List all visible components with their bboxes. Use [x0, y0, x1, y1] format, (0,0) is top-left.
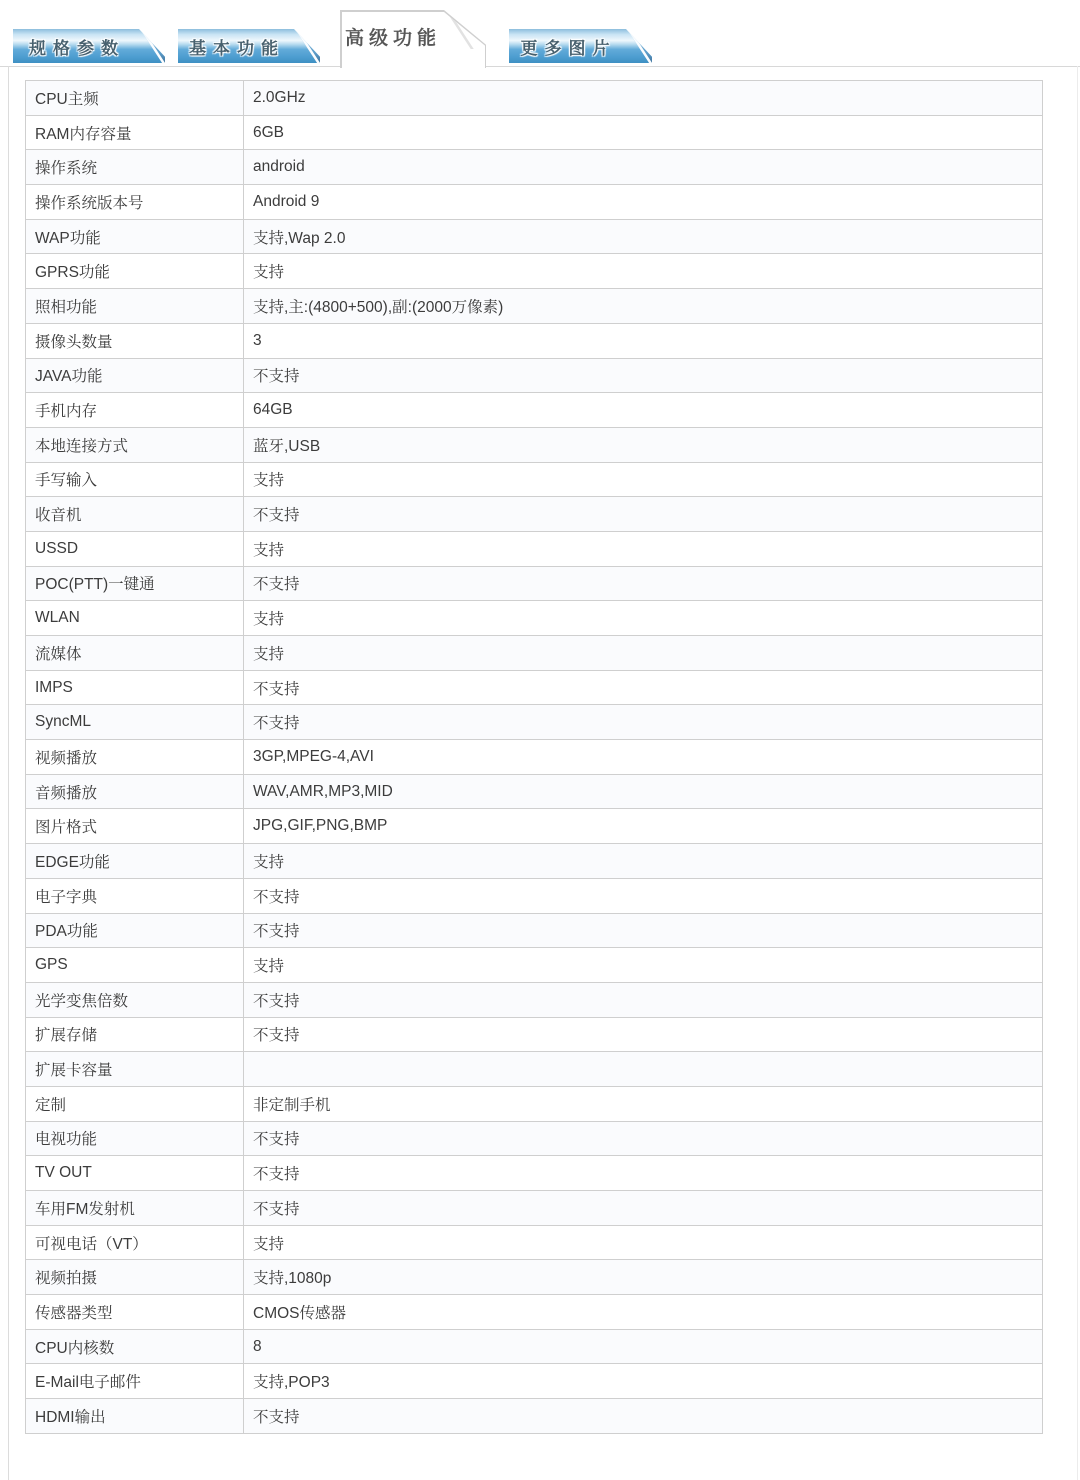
spec-label: GPS	[26, 948, 244, 983]
spec-label: 视频拍摄	[26, 1260, 244, 1295]
table-row	[26, 1329, 1043, 1364]
tab-label: 规格参数	[29, 38, 125, 58]
table-row	[26, 948, 1043, 983]
spec-label: 手写输入	[26, 462, 244, 497]
tab-slash-decoration	[295, 29, 320, 63]
spec-value: 不支持	[244, 705, 1043, 740]
spec-label: 音频播放	[26, 774, 244, 809]
spec-value: 支持	[244, 462, 1043, 497]
spec-label: WAP功能	[26, 219, 244, 254]
spec-label: 照相功能	[26, 289, 244, 324]
spec-value: 2.0GHz	[244, 81, 1043, 116]
spec-label: POC(PTT)一键通	[26, 566, 244, 601]
table-row	[26, 1225, 1043, 1260]
spec-label: 车用FM发射机	[26, 1191, 244, 1226]
spec-label: CPU主频	[26, 81, 244, 116]
spec-value: 支持	[244, 948, 1043, 983]
spec-label: IMPS	[26, 670, 244, 705]
spec-value: 支持	[244, 636, 1043, 671]
spec-label: EDGE功能	[26, 844, 244, 879]
spec-value: 不支持	[244, 358, 1043, 393]
spec-label: 操作系统	[26, 150, 244, 185]
spec-value: 不支持	[244, 1156, 1043, 1191]
spec-label: PDA功能	[26, 913, 244, 948]
spec-value: 支持,主:(4800+500),副:(2000万像素)	[244, 289, 1043, 324]
spec-label: CPU内核数	[26, 1329, 244, 1364]
table-row	[26, 1121, 1043, 1156]
spec-label: 视频播放	[26, 740, 244, 775]
tab-corner-decoration	[627, 29, 689, 63]
table-row	[26, 670, 1043, 705]
table-row	[26, 185, 1043, 220]
spec-label: 摄像头数量	[26, 323, 244, 358]
spec-value: 非定制手机	[244, 1086, 1043, 1121]
table-row	[26, 1364, 1043, 1399]
table-row	[26, 115, 1043, 150]
spec-value: 不支持	[244, 878, 1043, 913]
spec-label: 收音机	[26, 497, 244, 532]
spec-label: 本地连接方式	[26, 427, 244, 462]
spec-value: WAV,AMR,MP3,MID	[244, 774, 1043, 809]
spec-label: 电视功能	[26, 1121, 244, 1156]
table-row	[26, 1086, 1043, 1121]
spec-value: 支持,POP3	[244, 1364, 1043, 1399]
table-row	[26, 809, 1043, 844]
spec-label: E-Mail电子邮件	[26, 1364, 244, 1399]
spec-label: 电子字典	[26, 878, 244, 913]
table-row	[26, 81, 1043, 116]
spec-value: 支持	[244, 531, 1043, 566]
table-row	[26, 913, 1043, 948]
table-row	[26, 462, 1043, 497]
spec-value: 8	[244, 1329, 1043, 1364]
table-row	[26, 393, 1043, 428]
table-row	[26, 1295, 1043, 1330]
table-row	[26, 1156, 1043, 1191]
spec-value: android	[244, 150, 1043, 185]
table-row	[26, 497, 1043, 532]
spec-label: 扩展卡容量	[26, 1052, 244, 1087]
tab-basic-features[interactable]	[178, 29, 320, 63]
table-row	[26, 254, 1043, 289]
spec-value: 支持	[244, 254, 1043, 289]
spec-label: 流媒体	[26, 636, 244, 671]
table-row	[26, 1260, 1043, 1295]
spec-value: 支持,1080p	[244, 1260, 1043, 1295]
spec-label: WLAN	[26, 601, 244, 636]
table-row	[26, 1052, 1043, 1087]
spec-label: TV OUT	[26, 1156, 244, 1191]
spec-label: SyncML	[26, 705, 244, 740]
spec-value: 不支持	[244, 670, 1043, 705]
spec-label: USSD	[26, 531, 244, 566]
tab-bar	[0, 0, 1080, 70]
spec-value	[244, 1052, 1043, 1087]
table-row	[26, 740, 1043, 775]
spec-label: 可视电话（VT）	[26, 1225, 244, 1260]
spec-label: GPRS功能	[26, 254, 244, 289]
spec-value: 64GB	[244, 393, 1043, 428]
table-row	[26, 1191, 1043, 1226]
table-row	[26, 289, 1043, 324]
table-row	[26, 601, 1043, 636]
spec-value: JPG,GIF,PNG,BMP	[244, 809, 1043, 844]
spec-label: 手机内存	[26, 393, 244, 428]
spec-value: 支持	[244, 601, 1043, 636]
spec-table	[25, 80, 1043, 1434]
spec-label: JAVA功能	[26, 358, 244, 393]
tab-more-images[interactable]	[509, 29, 652, 63]
tab-slash-decoration	[140, 29, 165, 63]
table-row	[26, 531, 1043, 566]
table-row	[26, 878, 1043, 913]
table-row	[26, 219, 1043, 254]
spec-label: 定制	[26, 1086, 244, 1121]
table-row	[26, 705, 1043, 740]
table-row	[26, 358, 1043, 393]
table-row	[26, 150, 1043, 185]
table-row	[26, 566, 1043, 601]
tab-slash-decoration	[627, 29, 652, 63]
spec-value: 不支持	[244, 497, 1043, 532]
spec-value: 支持,Wap 2.0	[244, 219, 1043, 254]
panel-left-border	[8, 66, 9, 1480]
spec-value: 不支持	[244, 1399, 1043, 1434]
spec-label: 图片格式	[26, 809, 244, 844]
panel-right-border	[1077, 66, 1078, 1480]
spec-value: 不支持	[244, 1017, 1043, 1052]
spec-value: 支持	[244, 844, 1043, 879]
tab-label: 更多图片	[520, 38, 617, 58]
tab-label: 基本功能	[189, 38, 285, 58]
spec-label: RAM内存容量	[26, 115, 244, 150]
table-row	[26, 774, 1043, 809]
table-row	[26, 844, 1043, 879]
spec-value: 不支持	[244, 1191, 1043, 1226]
table-row	[26, 636, 1043, 671]
table-row	[26, 982, 1043, 1017]
spec-value: 不支持	[244, 1121, 1043, 1156]
spec-table-body	[26, 81, 1043, 1434]
spec-value: 6GB	[244, 115, 1043, 150]
table-row	[26, 1399, 1043, 1434]
spec-value: 蓝牙,USB	[244, 427, 1043, 462]
tab-specs[interactable]	[13, 29, 165, 63]
spec-value: 支持	[244, 1225, 1043, 1260]
spec-label: HDMI输出	[26, 1399, 244, 1434]
spec-label: 扩展存储	[26, 1017, 244, 1052]
table-row	[26, 323, 1043, 358]
spec-value: 3GP,MPEG-4,AVI	[244, 740, 1043, 775]
table-row	[26, 1017, 1043, 1052]
spec-value: 不支持	[244, 913, 1043, 948]
spec-value: 不支持	[244, 982, 1043, 1017]
spec-label: 传感器类型	[26, 1295, 244, 1330]
spec-value: Android 9	[244, 185, 1043, 220]
spec-value: 3	[244, 323, 1043, 358]
tab-label: 高级功能	[344, 27, 441, 49]
spec-value: 不支持	[244, 566, 1043, 601]
table-row	[26, 427, 1043, 462]
spec-label: 光学变焦倍数	[26, 982, 244, 1017]
spec-label: 操作系统版本号	[26, 185, 244, 220]
spec-value: CMOS传感器	[244, 1295, 1043, 1330]
tab-advanced-features[interactable]	[340, 10, 486, 68]
